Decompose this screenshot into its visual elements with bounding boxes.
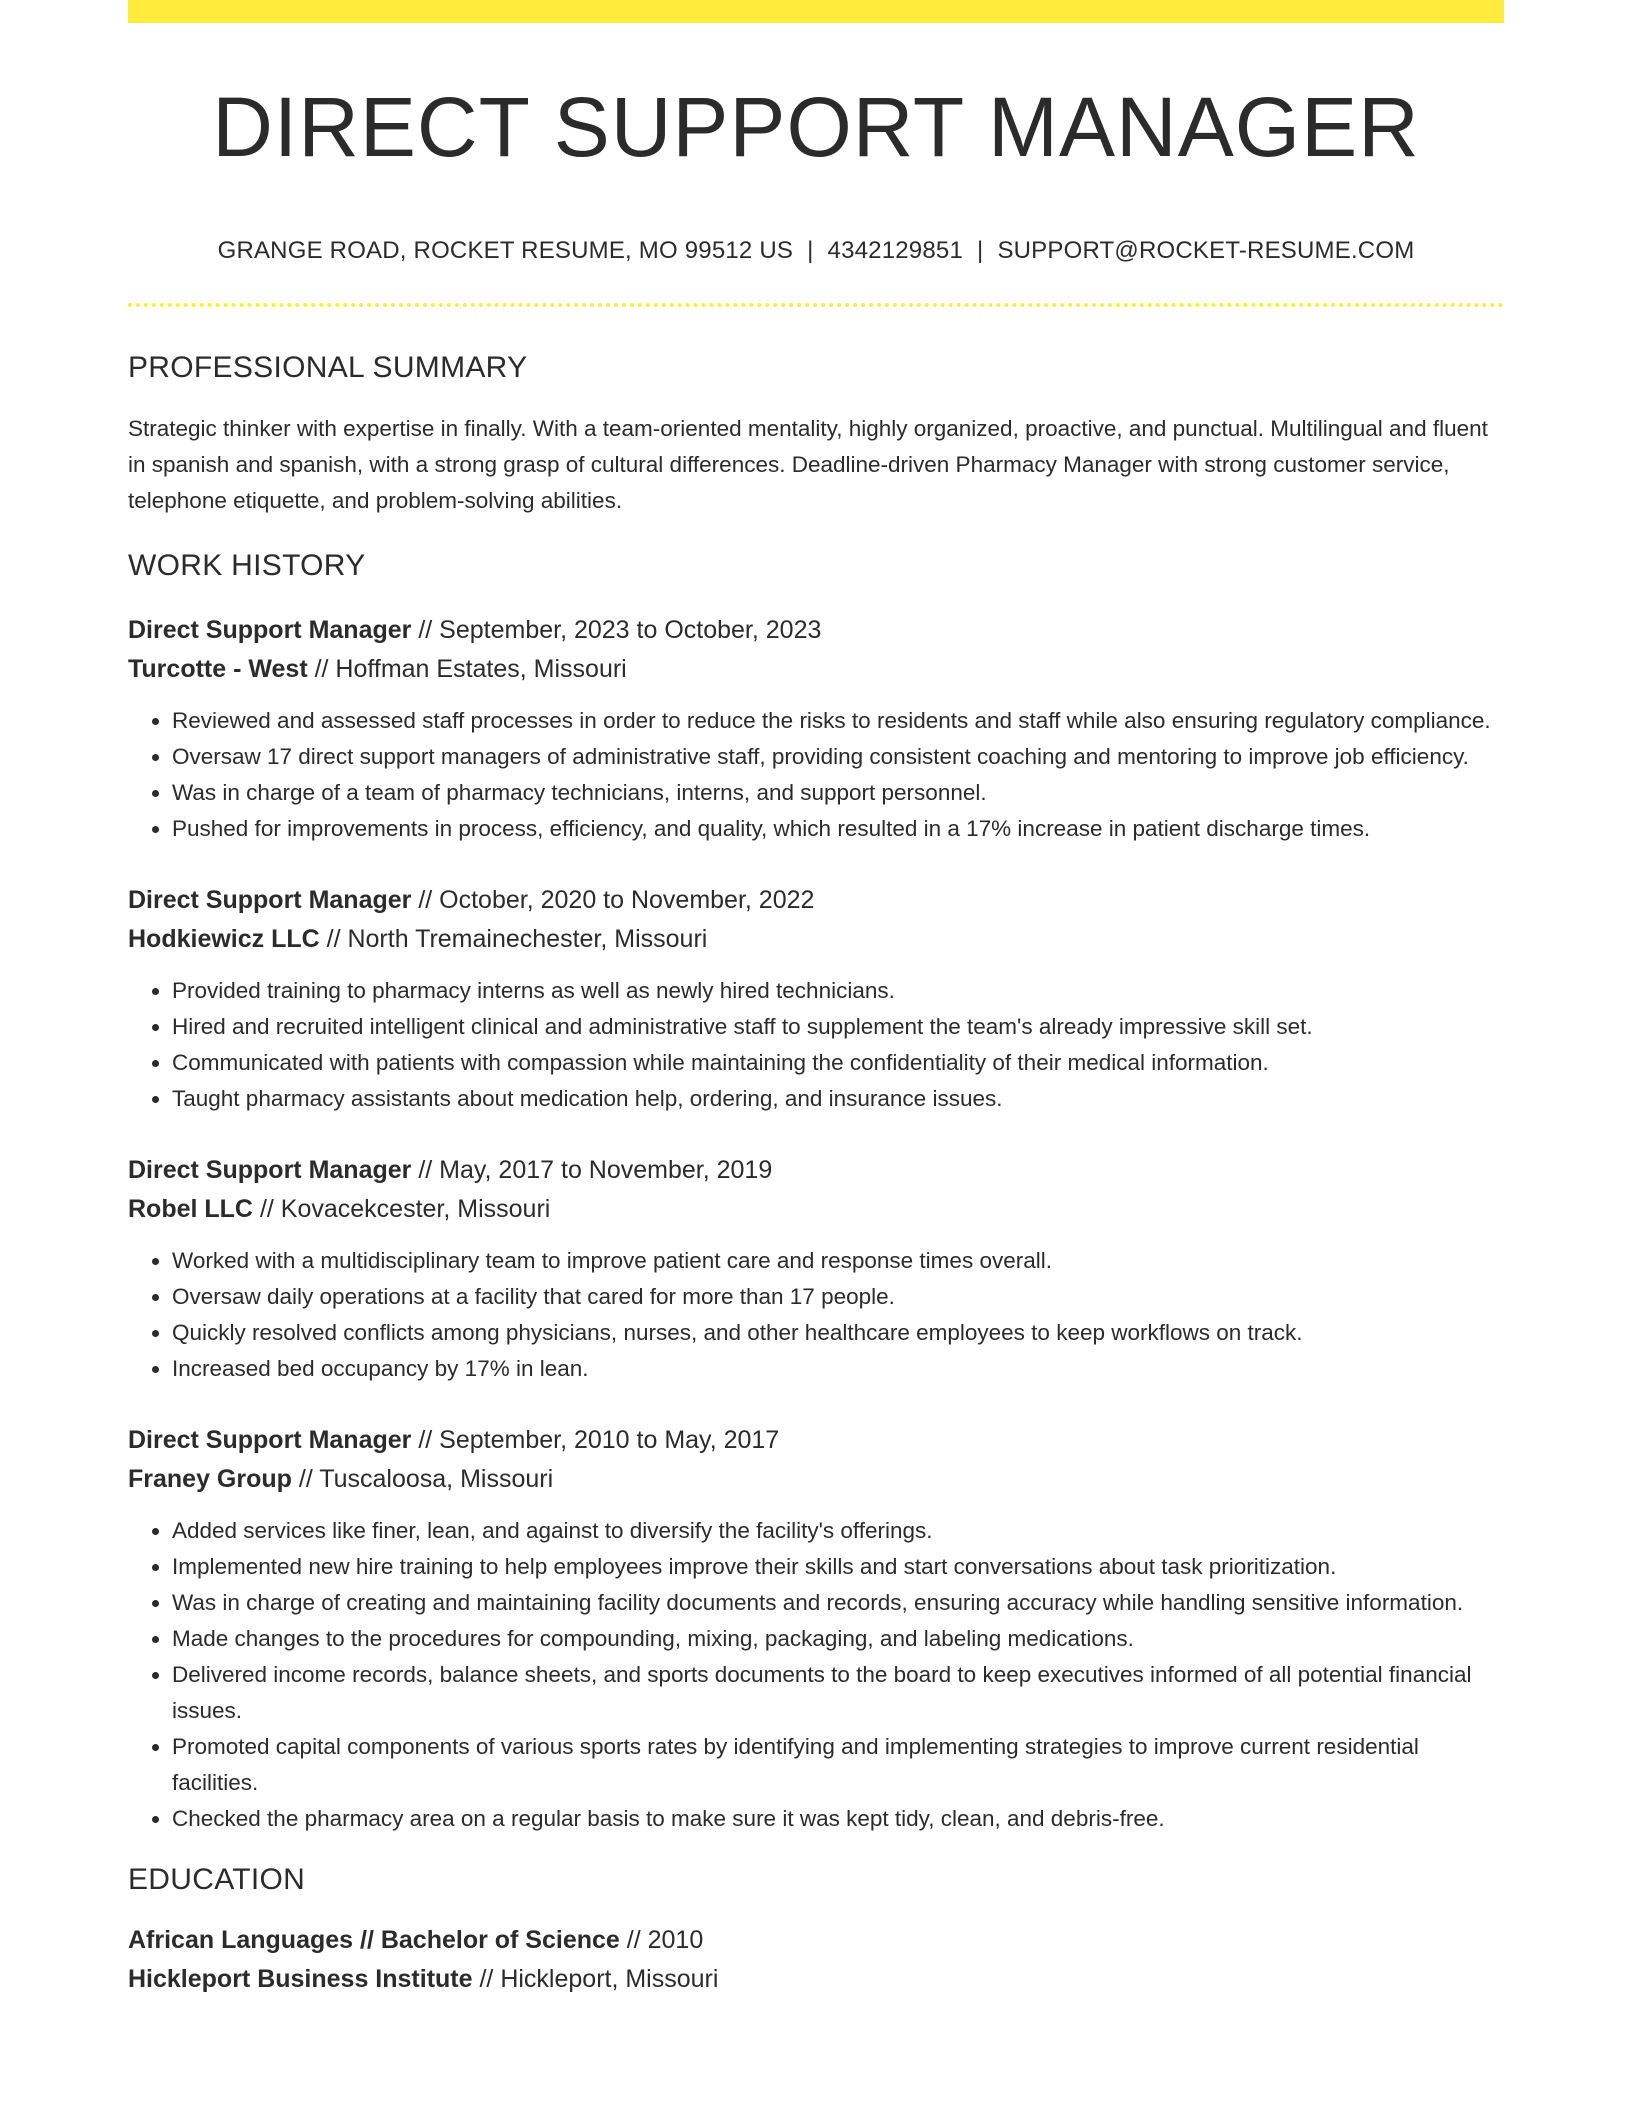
- job-bullets: [128, 1513, 1504, 1837]
- job-dates: // September, 2023 to October, 2023: [418, 616, 822, 644]
- job-entry: [128, 881, 1504, 1117]
- education-school: Hickleport Business Institute: [128, 1965, 473, 1993]
- job-role-line: [128, 1421, 1504, 1460]
- education-location: // Hickleport, Missouri: [479, 1965, 719, 1993]
- job-bullet: • Provided training to pharmacy interns as well as newly hired technicians.: [172, 973, 1504, 1009]
- job-company: Robel LLC: [128, 1195, 253, 1223]
- job-dates: // May, 2017 to November, 2019: [418, 1156, 773, 1184]
- job-bullet: • Hired and recruited intelligent clinical and administrative staff to supplement the team's already impressive skill set.: [172, 1009, 1504, 1045]
- summary-text: Strategic thinker with expertise in finally. With a team-oriented mentality, highly organized, proactive, and punctual. Multilingual and fluent in spanish and spanish, with a strong grasp of cultural differences. Deadline-driven Pharmacy Manager with strong customer service, telephone etiquette, and problem-solving abilities.: [128, 416, 1488, 513]
- job-bullet: • Reviewed and assessed staff processes in order to reduce the risks to residents and staff while also ensuring regulatory compliance.: [172, 703, 1504, 739]
- top-accent-bar: [128, 0, 1504, 23]
- contact-address: GRANGE ROAD, ROCKET RESUME, MO 99512 US: [217, 237, 794, 264]
- education-year: // 2010: [626, 1926, 704, 1954]
- job-bullet: • Communicated with patients with compassion while maintaining the confidentiality of their medical information.: [172, 1045, 1504, 1081]
- resume-title: DIRECT SUPPORT MANAGER: [212, 80, 1420, 174]
- job-bullets: [128, 1243, 1504, 1387]
- job-company-line: [128, 920, 1504, 959]
- job-bullet: • Delivered income records, balance sheets, and sports documents to the board to keep executives informed of all potential financial issues.: [172, 1657, 1504, 1729]
- job-dates: // September, 2010 to May, 2017: [418, 1426, 780, 1454]
- job-entry: [128, 1421, 1504, 1837]
- summary-heading: PROFESSIONAL SUMMARY: [128, 351, 528, 384]
- education-entry: [128, 1921, 1504, 1999]
- job-bullet: • Promoted capital components of various sports rates by identifying and implementing strategies to improve current residential facilities.: [172, 1729, 1504, 1801]
- job-bullet: • Oversaw daily operations at a facility that cared for more than 17 people.: [172, 1279, 1504, 1315]
- job-company-line: [128, 1190, 1504, 1229]
- job-bullets: [128, 973, 1504, 1117]
- job-company: Hodkiewicz LLC: [128, 925, 320, 953]
- job-bullet: • Was in charge of creating and maintaining facility documents and records, ensuring accuracy while handling sensitive information.: [172, 1585, 1504, 1621]
- work-history-list: [128, 611, 1504, 1837]
- work-history-heading: WORK HISTORY: [128, 549, 366, 582]
- job-role: Direct Support Manager: [128, 886, 412, 914]
- job-company: Franey Group: [128, 1465, 292, 1493]
- job-bullet: • Increased bed occupancy by 17% in lean.: [172, 1351, 1504, 1387]
- job-company: Turcotte - West: [128, 655, 308, 683]
- resume-page: [128, 0, 1504, 1999]
- job-location: // Kovacekcester, Missouri: [259, 1195, 551, 1223]
- job-bullet: • Made changes to the procedures for compounding, mixing, packaging, and labeling medications.: [172, 1621, 1504, 1657]
- dotted-divider: [128, 303, 1504, 307]
- job-bullet: • Pushed for improvements in process, efficiency, and quality, which resulted in a 17% increase in patient discharge times.: [172, 811, 1504, 847]
- job-entry: [128, 1151, 1504, 1387]
- job-entry: [128, 611, 1504, 847]
- job-bullet: • Worked with a multidisciplinary team to improve patient care and response times overall.: [172, 1243, 1504, 1279]
- job-bullet: • Implemented new hire training to help employees improve their skills and start conversations about task prioritization.: [172, 1549, 1504, 1585]
- job-bullet: • Added services like finer, lean, and against to diversify the facility's offerings.: [172, 1513, 1504, 1549]
- contact-phone: 4342129851: [827, 237, 963, 264]
- job-role-line: [128, 881, 1504, 920]
- education-heading: EDUCATION: [128, 1863, 306, 1896]
- contact-email: SUPPORT@ROCKET-RESUME.COM: [997, 237, 1415, 264]
- job-location: // Tuscaloosa, Missouri: [298, 1465, 554, 1493]
- job-role: Direct Support Manager: [128, 1426, 412, 1454]
- education-school-line: [128, 1960, 1504, 1999]
- contact-separator: |: [977, 237, 984, 264]
- job-role: Direct Support Manager: [128, 1156, 412, 1184]
- job-location: // North Tremainechester, Missouri: [326, 925, 708, 953]
- job-bullet: • Quickly resolved conflicts among physicians, nurses, and other healthcare employees to keep workflows on track.: [172, 1315, 1504, 1351]
- job-bullet: • Oversaw 17 direct support managers of administrative staff, providing consistent coaching and mentoring to improve job efficiency.: [172, 739, 1504, 775]
- job-role-line: [128, 1151, 1504, 1190]
- job-role-line: [128, 611, 1504, 650]
- contact-line: [128, 237, 1504, 265]
- education-degree: African Languages // Bachelor of Science: [128, 1926, 620, 1954]
- job-dates: // October, 2020 to November, 2022: [418, 886, 815, 914]
- job-company-line: [128, 650, 1504, 689]
- job-location: // Hoffman Estates, Missouri: [314, 655, 627, 683]
- job-bullets: [128, 703, 1504, 847]
- job-bullet: • Taught pharmacy assistants about medication help, ordering, and insurance issues.: [172, 1081, 1504, 1117]
- education-degree-line: [128, 1921, 1504, 1960]
- job-bullet: • Was in charge of a team of pharmacy technicians, interns, and support personnel.: [172, 775, 1504, 811]
- job-bullet: • Checked the pharmacy area on a regular basis to make sure it was kept tidy, clean, and debris-free.: [172, 1801, 1504, 1837]
- job-role: Direct Support Manager: [128, 616, 412, 644]
- education-list: [128, 1921, 1504, 1999]
- job-company-line: [128, 1460, 1504, 1499]
- contact-separator: |: [807, 237, 814, 264]
